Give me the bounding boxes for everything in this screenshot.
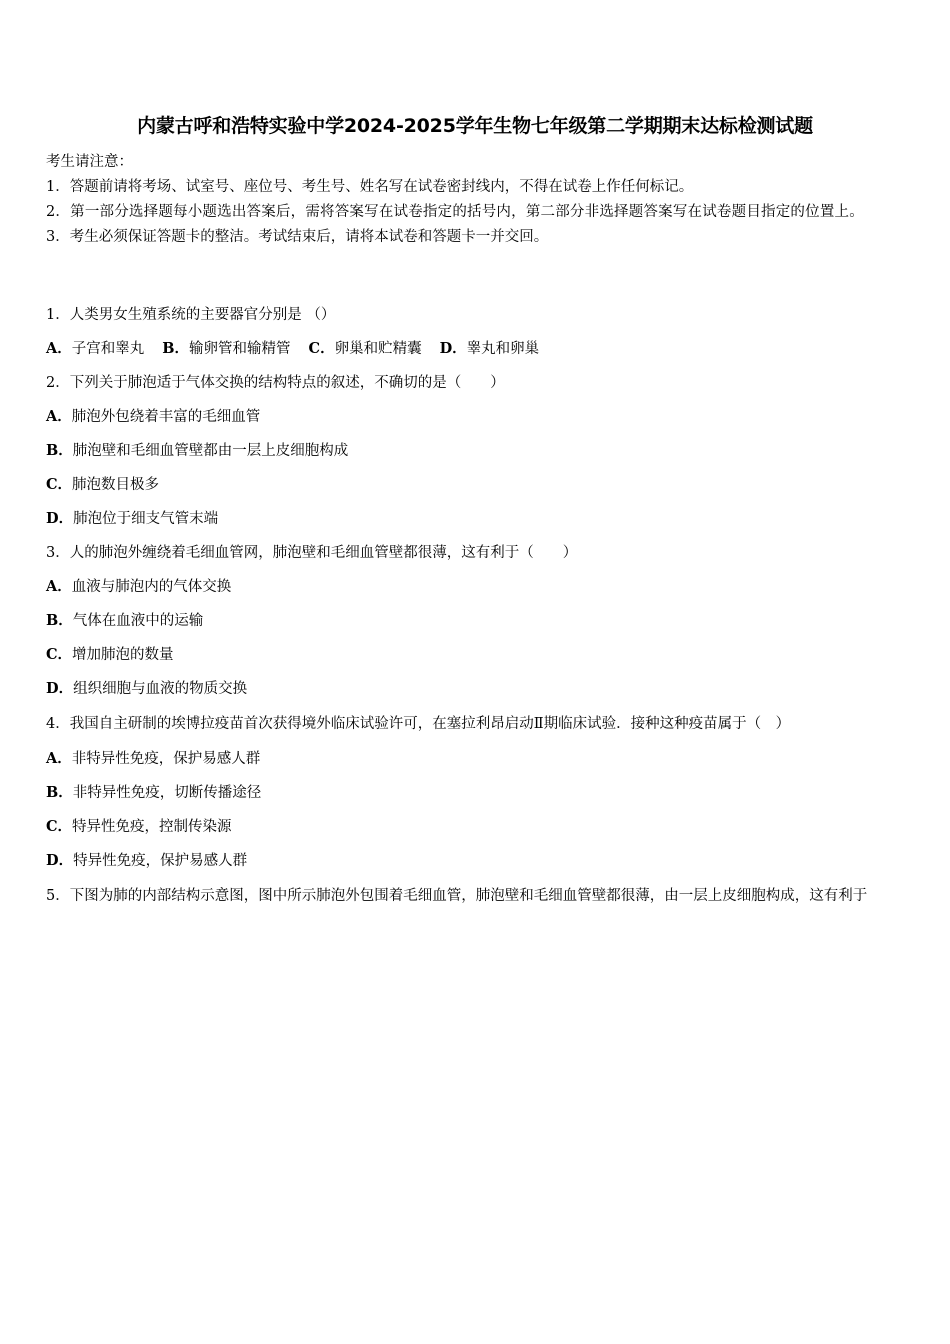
question-list: [46, 298, 902, 914]
option-text: 输卵管和输精管: [189, 341, 291, 357]
question-stem-3: 3．人的肺泡外缠绕着毛细血管网，肺泡壁和毛细血管壁都很薄，这有利于（ ）: [46, 545, 578, 561]
option-2a: [46, 400, 902, 434]
option-text: 卵巢和贮精囊: [334, 341, 422, 357]
option-letter: C．: [46, 646, 73, 663]
question-stem-5: 5．下图为肺的内部结构示意图，图中所示肺泡外包围着毛细血管，肺泡壁和毛细血管壁都很薄，由一层上皮细胞构成，这有利于: [46, 888, 868, 904]
option-letter: D．: [439, 340, 467, 357]
notice-item: 3．考生必须保证答题卡的整洁。考试结束后，请将本试卷和答题卡一并交回。: [46, 229, 549, 245]
option-4a: [46, 742, 902, 776]
option-letter: A．: [46, 340, 72, 357]
option-text: 气体在血液中的运输: [72, 613, 204, 629]
option-letter: C．: [308, 340, 335, 357]
option-2d: [46, 502, 902, 536]
option-letter: B．: [46, 442, 73, 459]
option-3d: [46, 672, 902, 706]
option-text: 睾丸和卵巢: [466, 341, 540, 357]
option-text: 肺泡位于细支气管末端: [73, 511, 219, 527]
option-2b: [46, 434, 902, 468]
question-stem-2: 2．下列关于肺泡适于气体交换的结构特点的叙述，不确切的是（ ）: [46, 375, 505, 391]
option-3c: [46, 638, 902, 672]
option-letter: A．: [46, 578, 72, 595]
option-letter: A．: [46, 750, 72, 767]
option-1d: [440, 341, 540, 357]
option-text: 增加肺泡的数量: [72, 647, 174, 663]
option-3b: [46, 604, 902, 638]
option-1a: [46, 341, 144, 357]
option-text: 特异性免疫，保护易感人群: [73, 853, 248, 869]
option-1c: [309, 341, 422, 357]
option-4b: [46, 776, 902, 810]
option-letter: C．: [46, 476, 73, 493]
option-text: 肺泡壁和毛细血管壁都由一层上皮细胞构成: [72, 443, 349, 459]
question-options-1: [46, 332, 902, 366]
option-letter: B．: [46, 612, 73, 629]
option-text: 非特异性免疫，切断传播途径: [72, 785, 262, 801]
option-4c: [46, 810, 902, 844]
option-text: 肺泡外包绕着丰富的毛细血管: [71, 409, 261, 425]
question-stem-4: 4．我国自主研制的埃博拉疫苗首次获得境外临床试验许可，在塞拉利昂启动Ⅱ期临床试验．接种这种疫苗属于（ ）: [46, 716, 791, 732]
option-letter: D．: [46, 852, 74, 869]
notice-item: 2．第一部分选择题每小题选出答案后，需将答案写在试卷指定的括号内，第二部分非选择题答案写在试卷题目指定的位置上。: [46, 204, 864, 220]
option-text: 血液与肺泡内的气体交换: [71, 579, 232, 595]
option-letter: A．: [46, 408, 72, 425]
option-letter: B．: [46, 784, 73, 801]
option-letter: D．: [46, 680, 74, 697]
option-text: 组织细胞与血液的物质交换: [73, 681, 248, 697]
option-letter: B．: [162, 340, 190, 357]
option-text: 子宫和睾丸: [71, 341, 145, 357]
notice-heading: 考生请注意：: [46, 154, 133, 170]
option-letter: C．: [46, 818, 73, 835]
option-2c: [46, 468, 902, 502]
question-stem-1: 1．人类男女生殖系统的主要器官分别是 （）: [46, 307, 336, 323]
option-3a: [46, 570, 902, 604]
option-4d: [46, 844, 902, 878]
page-title: 内蒙古呼和浩特实验中学2024-2025学年生物七年级第二学期期末达标检测试题: [137, 115, 813, 137]
option-letter: D．: [46, 510, 74, 527]
option-text: 非特异性免疫，保护易感人群: [71, 751, 261, 767]
notice-block: [46, 150, 902, 250]
option-1b: [162, 341, 290, 357]
notice-item: 1．答题前请将考场、试室号、座位号、考生号、姓名写在试卷密封线内，不得在试卷上作任何标记。: [46, 179, 694, 195]
option-text: 肺泡数目极多: [72, 477, 160, 493]
option-text: 特异性免疫，控制传染源: [72, 819, 232, 835]
